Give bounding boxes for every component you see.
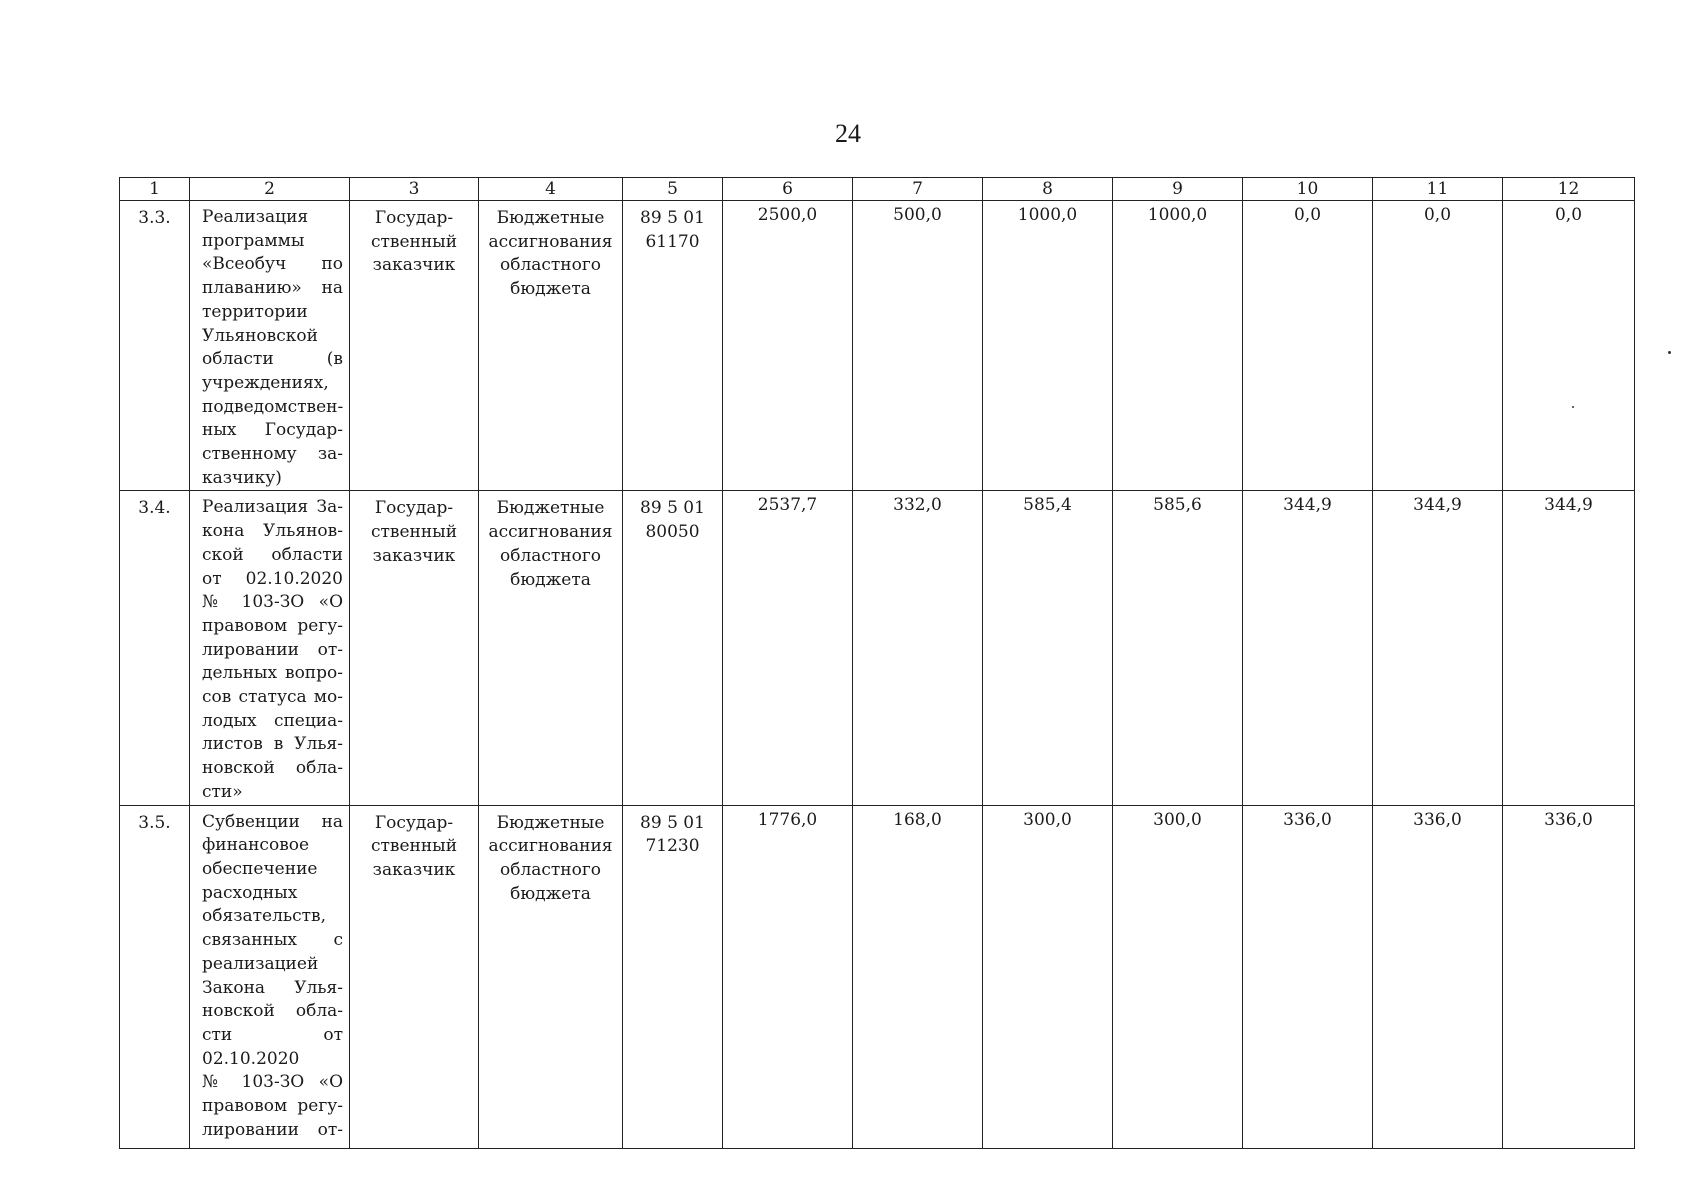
page-number: 24 (835, 119, 861, 148)
funding-source-cell-line: областного (499, 859, 602, 880)
budget-code-cell (623, 491, 723, 805)
description-cell-line: новской обла- (202, 758, 343, 779)
budget-code-cell-line: 89 5 01 (640, 812, 705, 833)
amount-cell: 1000,0 (983, 201, 1113, 491)
budget-code-cell-line: 89 5 01 (640, 498, 705, 519)
customer-cell-line: ственный (370, 836, 458, 857)
customer-cell-line: заказчик (372, 545, 456, 566)
customer-cell (350, 491, 479, 805)
customer-cell-line: Государ- (374, 208, 454, 228)
description-cell-line: сти» (202, 781, 243, 802)
column-number-cell: 6 (723, 178, 853, 201)
amount-cell: 2537,7 (723, 491, 853, 805)
table-row (120, 805, 1635, 1148)
description-cell-line: новской обла- (202, 1001, 343, 1022)
description-cell-line: ской области (202, 544, 343, 565)
description-cell-line: сти от (202, 1024, 343, 1045)
funding-source-cell-line: областного (499, 255, 602, 276)
amount-cell: 0,0 (1243, 201, 1373, 491)
table-row (120, 201, 1635, 491)
budget-code-cell-line: 61170 (645, 231, 700, 252)
budget-code-cell-line: 80050 (645, 522, 700, 543)
column-number-cell: 7 (853, 178, 983, 201)
budget-code-cell-line: 71230 (645, 836, 700, 857)
amount-cell: 336,0 (1503, 805, 1635, 1148)
column-number-row (120, 178, 1635, 201)
amount-cell: 500,0 (853, 201, 983, 491)
row-number-cell: 3.4. (120, 491, 190, 805)
amount-cell: 168,0 (853, 805, 983, 1148)
description-cell-line: лировании от- (202, 1119, 343, 1140)
description-cell-line: Закона Улья- (202, 977, 343, 998)
amount-cell: 1776,0 (723, 805, 853, 1148)
description-cell (190, 201, 350, 491)
row-number-cell: 3.3. (120, 201, 190, 491)
description-cell-line: казчику) (202, 467, 282, 488)
column-number-cell: 10 (1243, 178, 1373, 201)
budget-table-container (119, 177, 1634, 1149)
scan-speck (1668, 351, 1671, 354)
budget-code-cell (623, 201, 723, 491)
budget-table (119, 177, 1635, 1149)
description-cell-line: ственному за- (202, 444, 343, 465)
customer-cell-line: ственный (370, 522, 458, 543)
customer-cell-line: заказчик (372, 255, 456, 276)
description-cell-line: реализацией (202, 953, 319, 974)
description-cell-line: подведомствен- (202, 396, 344, 417)
customer-cell-line: Государ- (374, 498, 454, 519)
description-cell-line: расходных (202, 882, 298, 903)
column-number-cell: 1 (120, 178, 190, 201)
description-cell-line: Реализация За- (202, 497, 343, 518)
description-cell-line: лировании от- (202, 639, 343, 660)
table-row (120, 491, 1635, 805)
customer-cell (350, 201, 479, 491)
amount-cell: 2500,0 (723, 201, 853, 491)
description-cell-line: № 103-ЗО «О (202, 592, 343, 613)
description-cell-line: сов статуса мо- (202, 687, 343, 708)
amount-cell: 1000,0 (1113, 201, 1243, 491)
amount-cell: 344,9 (1503, 491, 1635, 805)
amount-cell: 336,0 (1373, 805, 1503, 1148)
description-cell-line: № 103-ЗО «О (202, 1072, 343, 1093)
column-number-cell: 12 (1503, 178, 1635, 201)
description-cell-line: правовом регу- (202, 1096, 343, 1117)
description-cell-line: финансовое (202, 835, 310, 856)
description-cell-line: Субвенции на (202, 811, 343, 832)
description-cell-line: учреждениях, (202, 372, 329, 393)
amount-cell: 344,9 (1373, 491, 1503, 805)
funding-source-cell-line: бюджета (510, 569, 591, 590)
scan-speck (1572, 406, 1574, 408)
description-cell-line: программы (202, 230, 305, 251)
description-cell-line: от 02.10.2020 (202, 568, 343, 589)
description-cell-line: правовом регу- (202, 615, 343, 636)
description-cell-line: ных Государ- (202, 420, 343, 441)
funding-source-cell-line: ассигнования (488, 231, 613, 252)
funding-source-cell-line: ассигнования (488, 836, 613, 857)
description-cell-line: территории (202, 301, 308, 322)
amount-cell: 585,4 (983, 491, 1113, 805)
amount-cell: 332,0 (853, 491, 983, 805)
column-number-cell: 2 (190, 178, 350, 201)
amount-cell: 0,0 (1503, 201, 1635, 491)
description-cell (190, 491, 350, 805)
description-cell-line: обеспечение (202, 858, 318, 879)
description-cell-line: кона Ульянов- (202, 521, 343, 542)
column-number-cell: 5 (623, 178, 723, 201)
description-cell-line: области (в (202, 349, 343, 370)
funding-source-cell-line: бюджета (510, 883, 591, 904)
amount-cell: 344,9 (1243, 491, 1373, 805)
funding-source-cell (479, 201, 623, 491)
amount-cell: 300,0 (983, 805, 1113, 1148)
amount-cell: 336,0 (1243, 805, 1373, 1148)
amount-cell: 0,0 (1373, 201, 1503, 491)
description-cell-line: дельных вопро- (202, 663, 343, 684)
funding-source-cell-line: Бюджетные (496, 498, 605, 519)
budget-code-cell (623, 805, 723, 1148)
customer-cell-line: ственный (370, 231, 458, 252)
description-cell-line: плаванию» на (202, 278, 343, 299)
description-cell-line: 02.10.2020 (202, 1048, 300, 1069)
row-number-cell: 3.5. (120, 805, 190, 1148)
amount-cell: 585,6 (1113, 491, 1243, 805)
column-number-cell: 4 (479, 178, 623, 201)
description-cell-line: связанных с (202, 930, 343, 951)
funding-source-cell-line: Бюджетные (496, 812, 605, 833)
funding-source-cell-line: ассигнования (488, 522, 613, 543)
funding-source-cell-line: областного (499, 545, 602, 566)
customer-cell-line: заказчик (372, 859, 456, 880)
column-number-cell: 3 (350, 178, 479, 201)
column-number-cell: 11 (1373, 178, 1503, 201)
budget-code-cell-line: 89 5 01 (640, 208, 705, 228)
description-cell-line: «Всеобуч по (202, 254, 343, 275)
funding-source-cell-line: Бюджетные (496, 208, 605, 228)
funding-source-cell (479, 805, 623, 1148)
column-number-cell: 8 (983, 178, 1113, 201)
description-cell-line: листов в Улья- (202, 734, 343, 755)
description-cell-line: Ульяновской (202, 325, 318, 346)
description-cell-line: лодых специа- (202, 710, 343, 731)
customer-cell (350, 805, 479, 1148)
table-body (120, 178, 1635, 1149)
customer-cell-line: Государ- (374, 812, 454, 833)
funding-source-cell (479, 491, 623, 805)
amount-cell: 300,0 (1113, 805, 1243, 1148)
column-number-cell: 9 (1113, 178, 1243, 201)
description-cell-line: Реализация (202, 207, 309, 227)
description-cell-line: обязательств, (202, 906, 327, 927)
description-cell (190, 805, 350, 1148)
funding-source-cell-line: бюджета (510, 279, 591, 300)
